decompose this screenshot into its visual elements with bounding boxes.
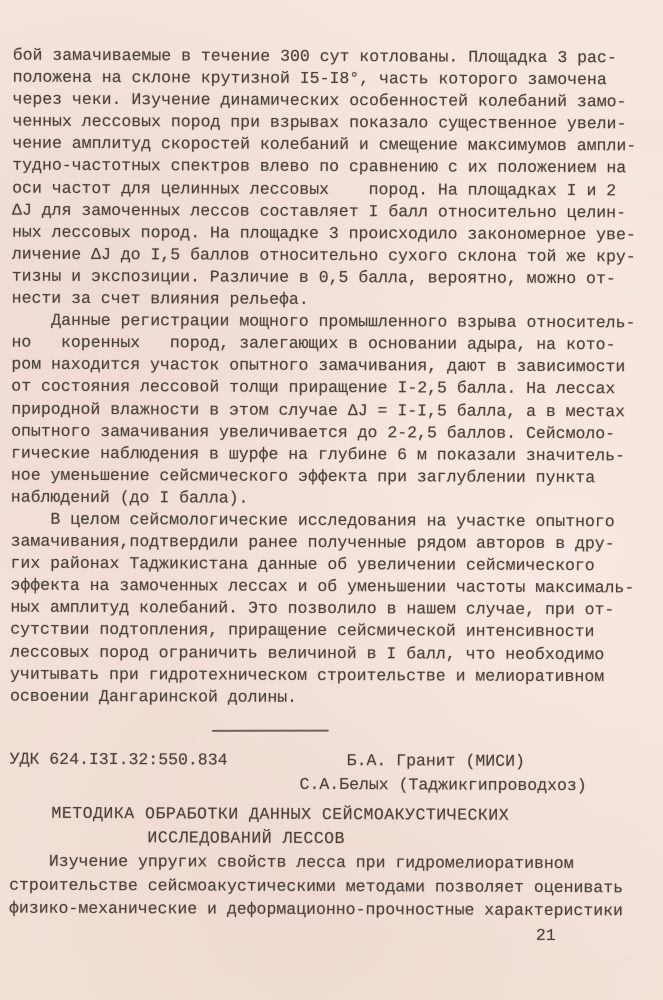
text-line: через чеки. Изучение динамических особенностей колебаний замо- (12, 89, 627, 112)
text-line: тизны и экспозиции. Различие в 0,5 балла, вероятно, можно от- (11, 266, 616, 289)
text-line: природной влажности в этом случае ΔJ = I-I,5 балла, а в местах (11, 399, 626, 421)
text-line: строительстве сейсмоакустическими методами позволяет оценивать (9, 875, 624, 897)
text-line: тудно-частотных спектров влево по сравнению с их положением на (12, 156, 627, 178)
text-line: нести за счет влияния рельефа. (11, 288, 309, 309)
article-intro-paragraph (9, 850, 623, 923)
text-line: физико-механические и деформационно-прочностные характеристики (8, 898, 623, 921)
author-line: С.А.Белых (Таджикгипроводхоз) (299, 774, 587, 796)
author-line: Б.А. Гранит (МИСИ) (346, 751, 525, 771)
text-line: чение амплитуд скоростей колебаний и смещение максимумов ампли- (12, 133, 637, 156)
text-line: личение ΔJ до I,5 баллов относительно сухого склона той же кру- (11, 244, 636, 267)
text-line: В целом сейсмологические исследования на участке опытного (10, 509, 615, 532)
paragraph (10, 509, 635, 711)
text-line: оси частот для целинных лессовых пород. На площадках I и 2 (12, 178, 617, 200)
paragraph (12, 45, 637, 313)
text-line: ных лессовых пород. На площадке 3 происходило закономерное уве- (11, 222, 636, 245)
udc-number: УДК 624.I3I.32:550.834 (9, 749, 228, 770)
text-line: бой замачиваемые в течение 300 сут котлованы. Площадка 3 рас- (12, 45, 617, 68)
text-line: замачивания,подтвердили ранее полученные рядом авторов в дру- (10, 531, 615, 554)
text-line: ное уменьшение сейсмического эффекта при заглублении пункта (10, 465, 596, 487)
article-title-line: ИССЛЕДОВАНИЙ ЛЕССОВ (147, 828, 346, 849)
text-line: гические наблюдения в шурфе на глубине 6 м показали значитель- (10, 443, 625, 465)
text-line: гих районах Таджикистана данные об увеличении сейсмического (10, 553, 595, 576)
text-line: эффекта на замоченных лессах и об уменьшении частоты максималь- (10, 575, 635, 598)
article-end-body (10, 45, 637, 711)
text-line: ченных лессовых пород при взрывах показало существенное увели- (12, 111, 627, 134)
text-line: положена на склоне крутизной I5-I8°, часть которого замочена (12, 67, 607, 90)
text-line: лессовых пород ограничить величиной в I балл, что необходимо (10, 642, 605, 664)
text-line: опытного замачивания увеличивается до 2-2,5 баллов. Сейсмоло- (11, 421, 616, 443)
text-line: Данные регистрации мощного промышленного взрыва относитель- (11, 310, 636, 333)
text-line: освоении Дангаринской долины. (9, 686, 298, 707)
text-line: учитывать при гидротехническом строительстве и мелиоративном (10, 664, 605, 686)
text-line: но коренных пород, залегающих в основании адыра, на кото- (11, 332, 616, 355)
article-title-line: МЕТОДИКА ОБРАБОТКИ ДАННЫХ СЕЙСМОАКУСТИЧЕСКИХ (51, 803, 510, 825)
text-line: наблюдений (до I балла). (10, 487, 249, 508)
text-line: ных амплитуд колебаний. Это позволило в нашем случае, при от- (10, 597, 615, 620)
text-line: сутствии подтопления, приращение сейсмической интенсивности (10, 620, 595, 642)
section-divider (212, 730, 329, 732)
paragraph (11, 310, 636, 512)
text-line: Изучение упругих свойств лесса при гидромелиоративном (9, 851, 574, 874)
text-line: от состояния лессовой толщи приращение I-2,5 балла. На лессах (11, 377, 616, 399)
text-line: ΔJ для замоченных лессов составляет I балл относительно целин- (12, 200, 627, 222)
text-line: ром находится участок опытного замачивания, дают в зависимости (11, 354, 626, 377)
page-number: 21 (535, 925, 556, 945)
